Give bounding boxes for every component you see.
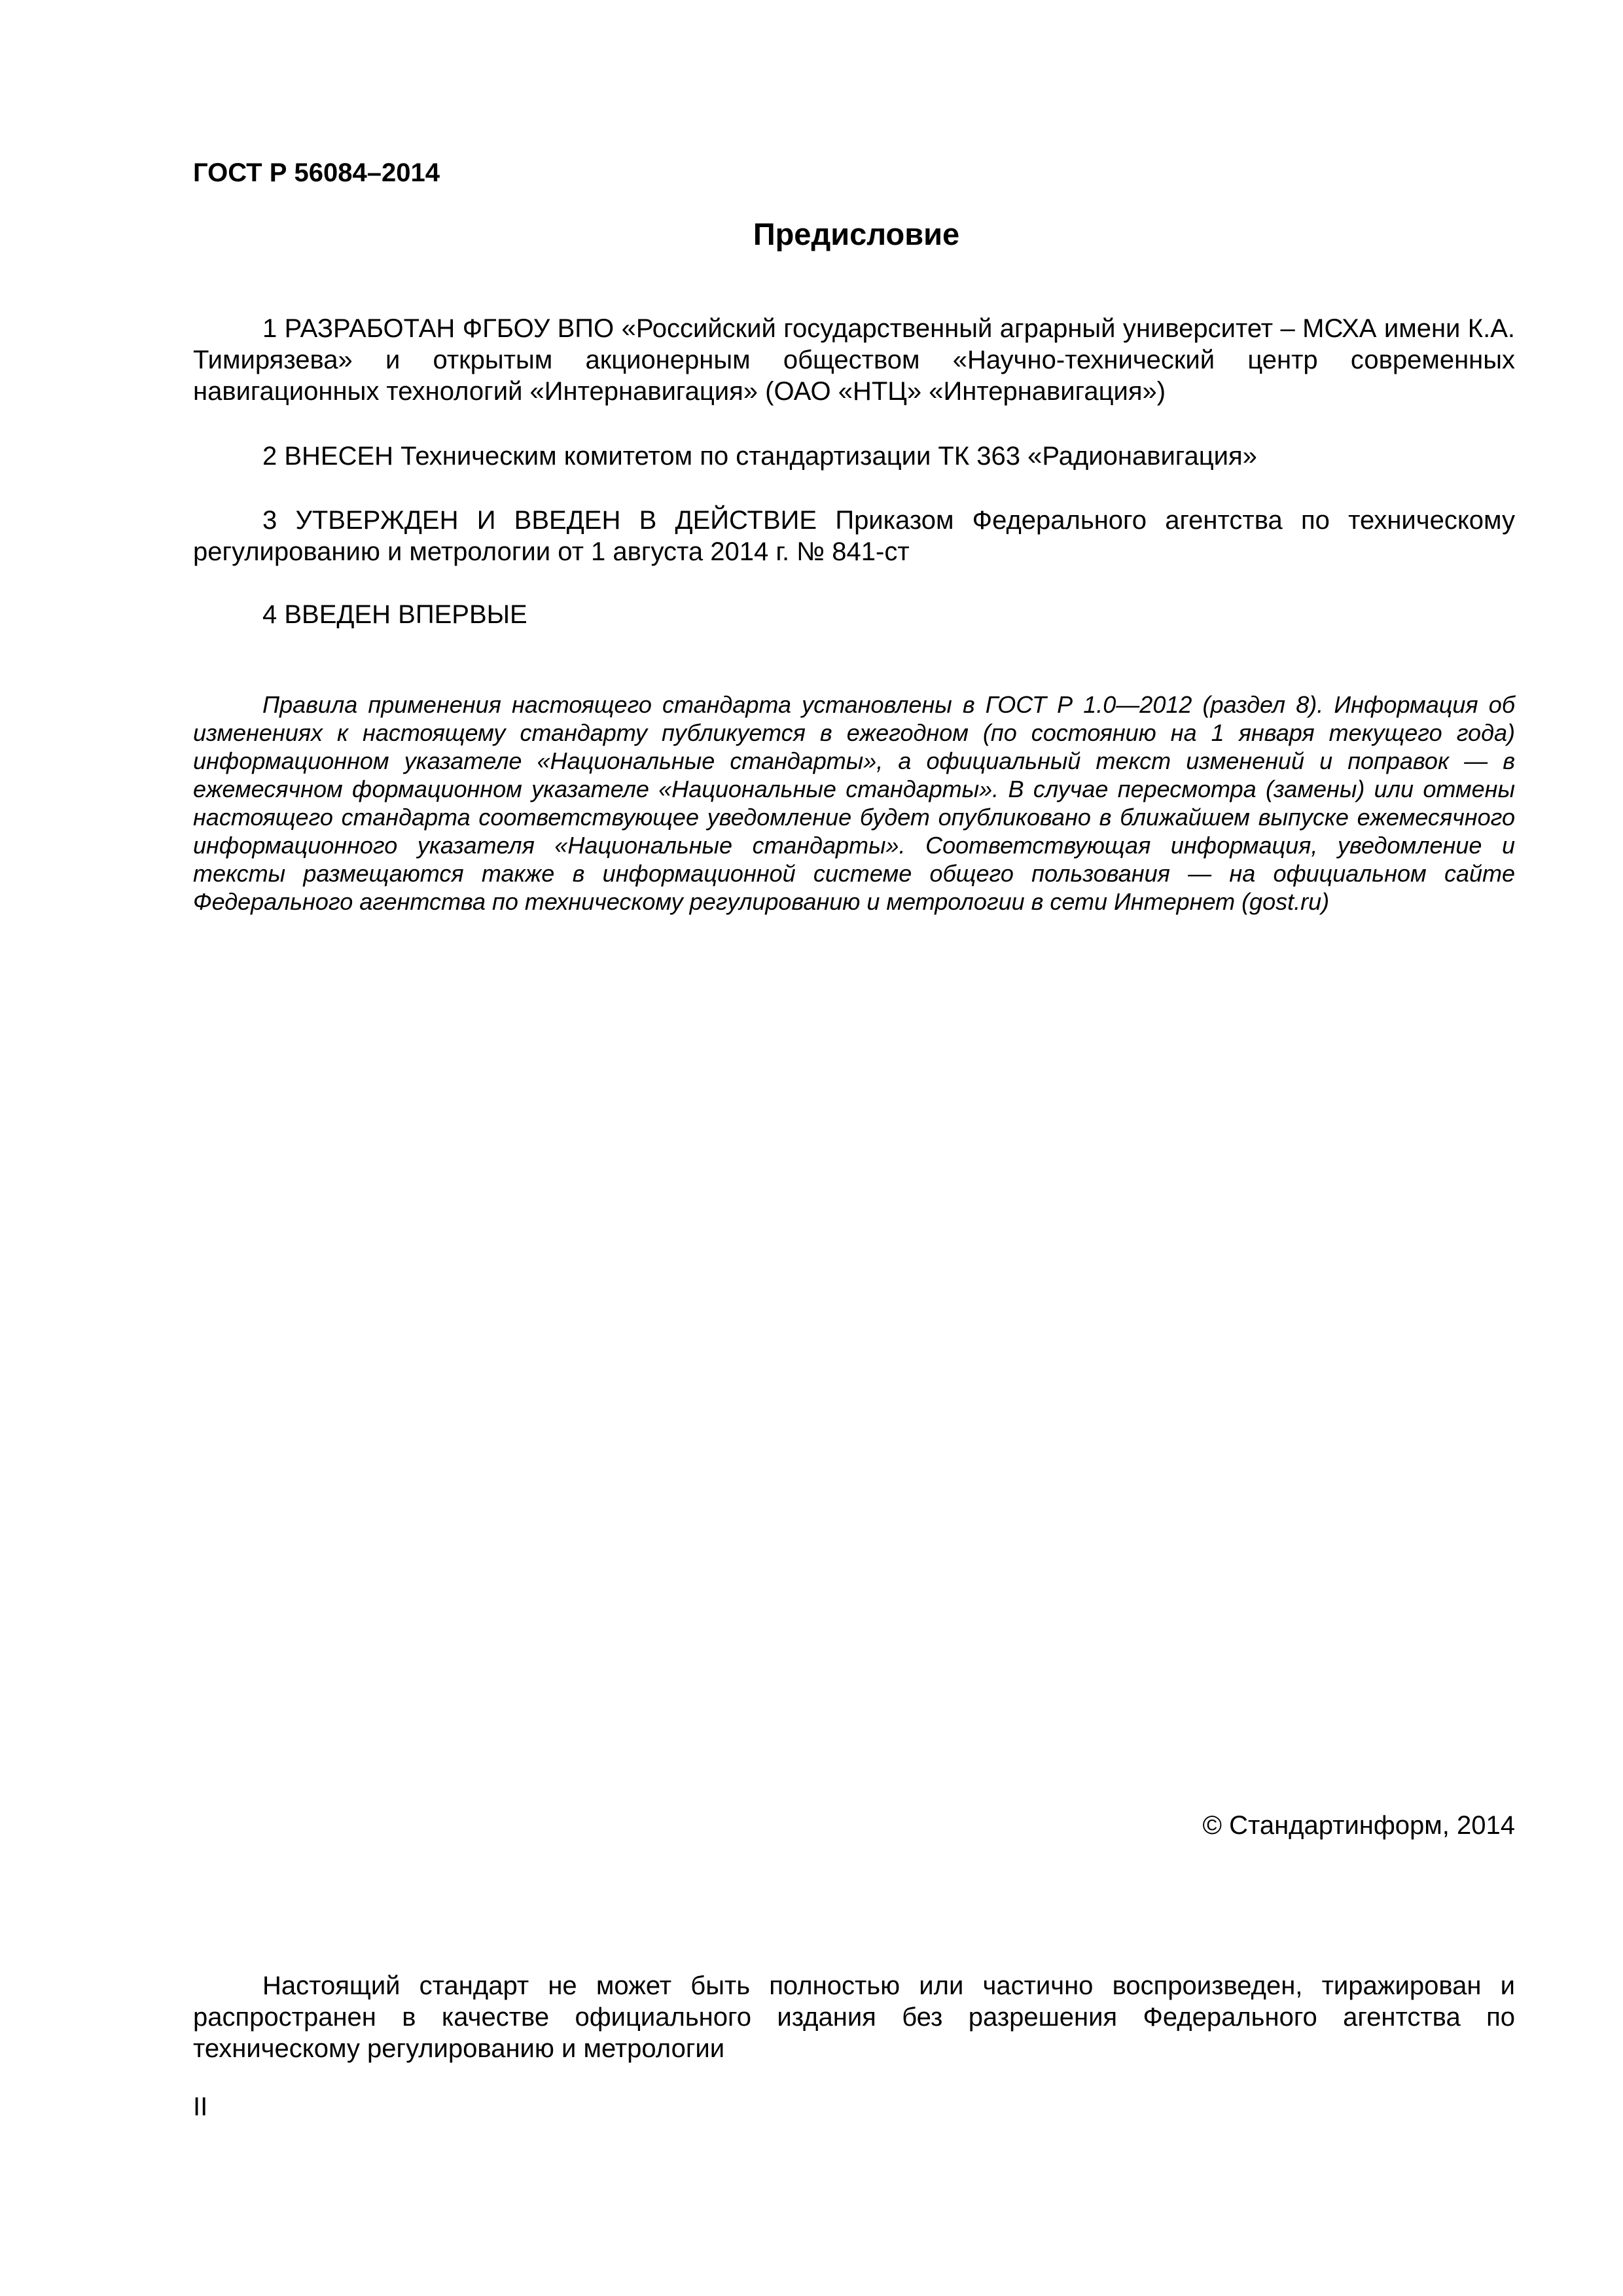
foreword-item-2-text: 2 ВНЕСЕН Техническим комитетом по стандартизации ТК 363 «Радионавигация»: [262, 442, 1257, 471]
application-rules-notice: Правила применения настоящего стандарта установлены в ГОСТ Р 1.0—2012 (раздел 8). Информация об изменениях к настоящему стандарту публикуется в ежегодном (по состоянию на 1 января текущего года) информационном указателе «Национальные стандарты», а официальный текст изменений и поправок — в ежемесячном формационном указателе «Национальные стандарты». В случае пересмотра (замены) или отмены настоящего стандарта соответствующее уведомление будет опубликовано в ближайшем выпуске ежемесячного информационного указателя «Национальные стандарты». Соответствующая информация, уведомление и тексты размещаются также в информационной системе общего пользования — на официальном сайте Федерального агентства по техническому регулированию и метрологии в сети Интернет (gost.ru): [193, 691, 1515, 915]
page-title: Предисловие: [753, 217, 960, 251]
foreword-item-1-text: 1 РАЗРАБОТАН ФГБОУ ВПО «Российский государственный аграрный университет – МСХА имени К.А. Тимирязева» и открытым акционерным обществом «Научно-технический центр современных навигационных технологий «Интернавигация» (ОАО «НТЦ» «Интернавигация»): [193, 314, 1515, 406]
foreword-item-3-text: 3 УТВЕРЖДЕН И ВВЕДЕН В ДЕЙСТВИЕ Приказом Федерального агентства по техническому регулированию и метрологии от 1 августа 2014 г. № 841-ст: [193, 506, 1515, 566]
foreword-item-2: [193, 440, 1515, 472]
reproduction-notice: Настоящий стандарт не может быть полностью или частично воспроизведен, тиражирован и распространен в качестве официального издания без разрешения Федерального агентства по техническому регулированию и метрологии: [193, 1971, 1515, 2063]
foreword-item-4: [193, 599, 1515, 630]
foreword-item-3: [193, 505, 1515, 567]
copyright-line: © Стандартинформ, 2014: [1202, 1811, 1515, 1840]
foreword-item-4-text: 4 ВВЕДЕН ВПЕРВЫЕ: [262, 600, 527, 629]
document-code: ГОСТ Р 56084–2014: [193, 158, 440, 187]
foreword-item-1: [193, 313, 1515, 407]
page-number: II: [193, 2092, 208, 2121]
